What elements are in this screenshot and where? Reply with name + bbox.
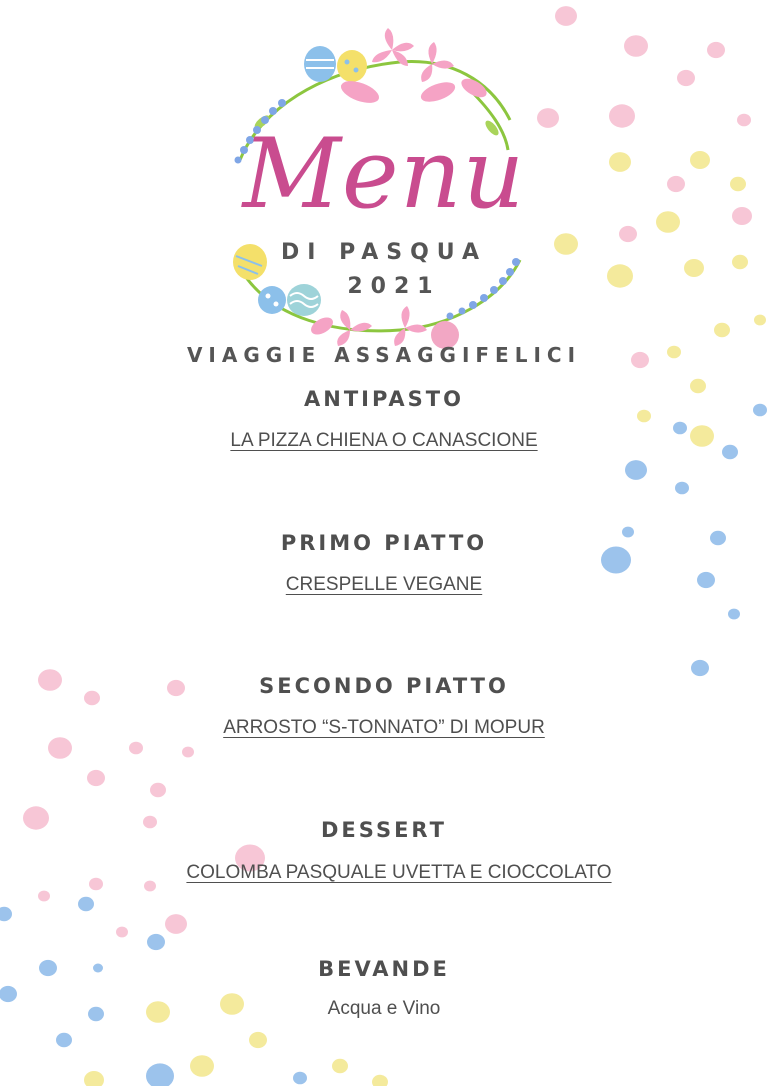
confetti-dot	[675, 482, 689, 495]
confetti-dot	[624, 35, 648, 57]
course-heading-bevande: BEVANDE	[318, 957, 450, 981]
menu-year: 2021	[347, 274, 441, 299]
confetti-dot	[84, 1071, 104, 1086]
confetti-dot	[56, 1033, 72, 1047]
confetti-dot	[48, 737, 72, 759]
confetti-dot	[677, 70, 695, 86]
confetti-dot	[190, 1055, 214, 1077]
confetti-dot	[372, 1075, 388, 1086]
course-dish-secondo: ARROSTO “S-TONNATO” DI MOPUR	[223, 717, 545, 738]
confetti-dot	[38, 891, 50, 902]
confetti-dot	[637, 410, 651, 423]
course-heading-dessert: DESSERT	[321, 818, 447, 842]
course-dish-dessert: COLOMBA PASQUALE UVETTA E CIOCCOLATO	[186, 862, 612, 883]
confetti-dot	[332, 1059, 348, 1073]
confetti-dot	[555, 6, 577, 26]
confetti-dot	[78, 897, 94, 911]
menu-tagline: VIAGGIE ASSAGGIFELICI	[186, 343, 582, 367]
course-dish-bevande: Acqua e Vino	[327, 998, 441, 1019]
course-dish-primo: CRESPELLE VEGANE	[285, 574, 483, 595]
confetti-dot	[146, 1063, 174, 1086]
course-heading-antipasto: ANTIPASTO	[304, 387, 464, 411]
menu-subtitle: DI PASQUA	[281, 240, 487, 265]
confetti-dot	[129, 742, 143, 755]
confetti-dot	[714, 323, 730, 337]
confetti-dot	[147, 934, 165, 950]
confetti-dot	[87, 770, 105, 786]
confetti-dot	[150, 783, 166, 797]
confetti-dot	[293, 1072, 307, 1085]
confetti-dot	[0, 907, 12, 921]
confetti-dot	[625, 460, 647, 480]
confetti-dot	[754, 315, 766, 326]
confetti-dot	[728, 609, 740, 620]
confetti-dot	[707, 42, 725, 58]
menu-title: Menu	[242, 118, 526, 230]
course-heading-secondo: SECONDO PIATTO	[259, 674, 509, 698]
course-dish-antipasto: LA PIZZA CHIENA O CANASCIONE	[230, 430, 538, 451]
confetti-dot	[165, 914, 187, 934]
confetti-dot	[182, 747, 194, 758]
course-heading-primo: PRIMO PIATTO	[280, 531, 488, 555]
confetti-dot	[249, 1032, 267, 1048]
confetti-dot	[116, 927, 128, 938]
